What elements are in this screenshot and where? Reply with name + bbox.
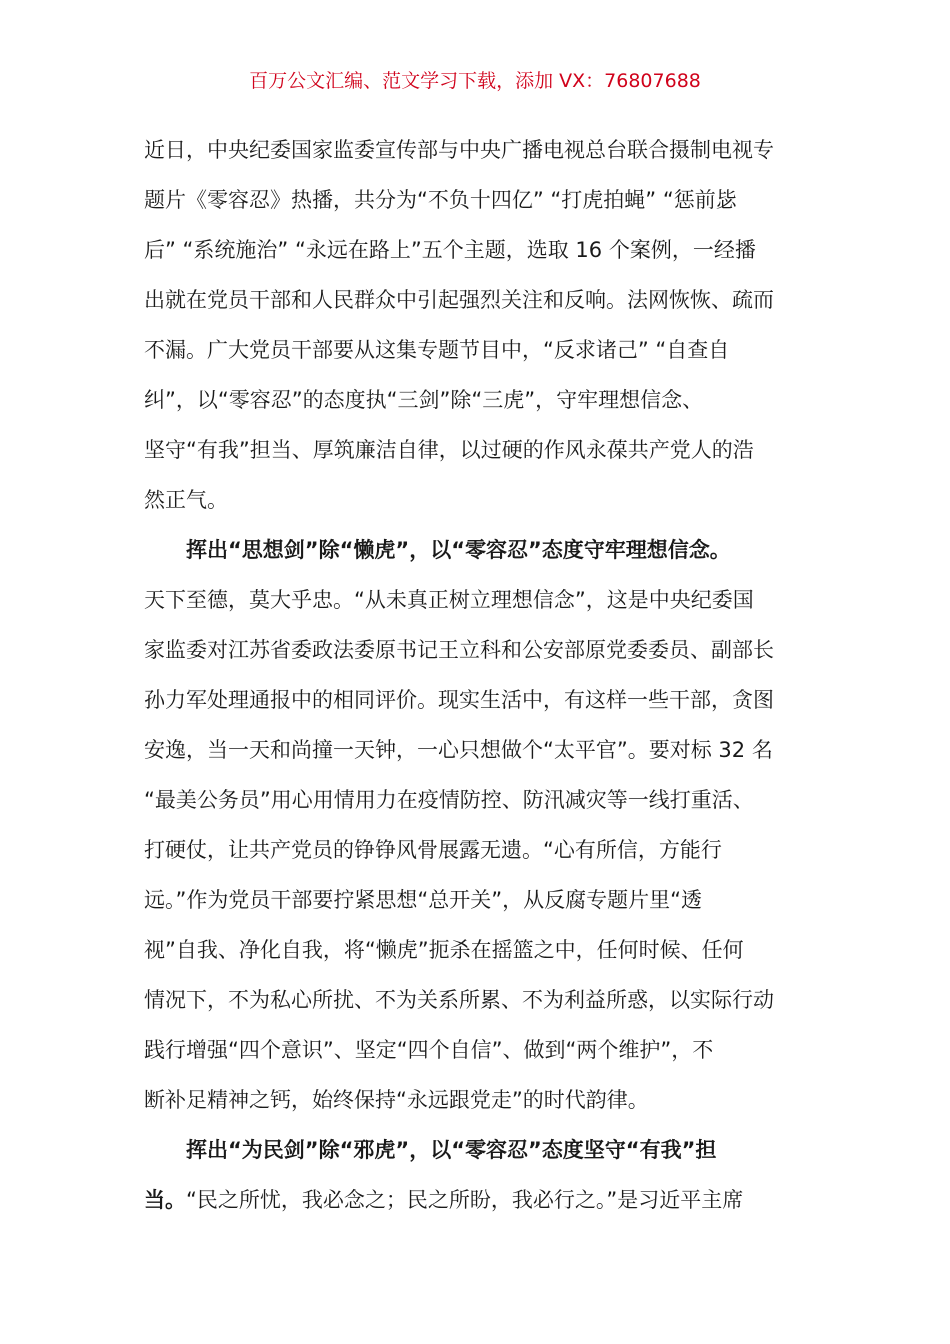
paragraph-line: 践行增强“四个意识”、坚定“四个自信”、做到“两个维护”，不: [144, 1038, 714, 1062]
paragraph-line: 孙力军处理通报中的相同评价。现实生活中，有这样一些干部，贪图: [144, 688, 774, 712]
paragraph-line: 远。”作为党员干部要拧紧思想“总开关”，从反腐专题片里“透: [144, 888, 703, 912]
section-heading: 挥出“为民剑”除“邪虎”，以“零容忍”态度坚守“有我”担: [186, 1138, 717, 1162]
paragraph-line: 纠”，以“零容忍”的态度执“三剑”除“三虎”，守牢理想信念、: [144, 388, 704, 412]
paragraph-line: 情况下，不为私心所扰、不为关系所累、不为利益所惑，以实际行动: [144, 988, 774, 1012]
section-heading: 挥出“思想剑”除“懒虎”，以“零容忍”态度守牢理想信念。: [186, 538, 731, 562]
paragraph-line: 近日，中央纪委国家监委宣传部与中央广播电视总台联合摄制电视专: [144, 138, 774, 162]
paragraph-line: 天下至德，莫大乎忠。“从未真正树立理想信念”，这是中央纪委国: [144, 588, 754, 612]
paragraph-line: 不漏。广大党员干部要从这集专题节目中，“反求诸己” “自查自: [144, 338, 730, 362]
paragraph-line: 打硬仗，让共产党员的铮铮风骨展露无遗。“心有所信，方能行: [144, 838, 722, 862]
paragraph-line: 题片《零容忍》热播，共分为“不负十四亿” “打虎拍蝇” “惩前毖: [144, 188, 737, 212]
paragraph-line: 断补足精神之钙，始终保持“永远跟党走”的时代韵律。: [144, 1088, 649, 1112]
paragraph-line: 后” “系统施治” “永远在路上”五个主题，选取 16 个案例，一经播: [144, 238, 756, 262]
paragraph-line: “最美公务员”用心用情用力在疫情防控、防汛减灾等一线打重活、: [144, 788, 754, 812]
paragraph-line: 家监委对江苏省委政法委原书记王立科和公安部原党委委员、副部长: [144, 638, 774, 662]
paragraph-line: 坚守“有我”担当、厚筑廉洁自律，以过硬的作风永葆共产党人的浩: [144, 438, 754, 462]
section-heading-continued: 当。: [144, 1188, 186, 1212]
paragraph-line: 然正气。: [144, 488, 228, 512]
paragraph-text: “民之所忧，我必念之；民之所盼，我必行之。”是习近平主席: [186, 1188, 744, 1212]
paragraph-line: 安逸，当一天和尚撞一天钟，一心只想做个“太平官”。要对标 32 名: [144, 738, 773, 762]
paragraph-line: 视”自我、净化自我，将“懒虎”扼杀在摇篮之中，任何时候、任何: [144, 938, 744, 962]
header-banner: 百万公文汇编、范文学习下载，添加 VX：76807688: [249, 70, 701, 92]
paragraph-line: [144, 1185, 743, 1215]
paragraph-line: 出就在党员干部和人民群众中引起强烈关注和反响。法网恢恢、疏而: [144, 288, 774, 312]
